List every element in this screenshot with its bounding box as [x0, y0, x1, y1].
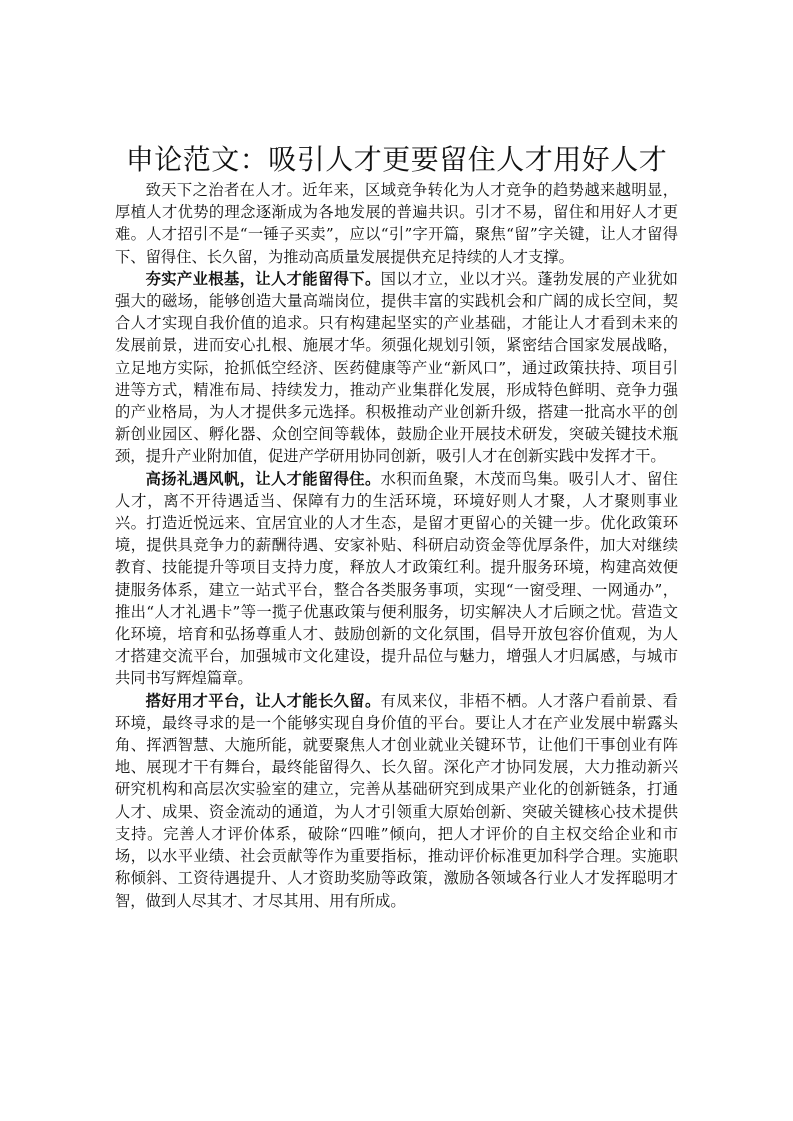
- section-body-3: 有凤来仪，非梧不栖。人才落户看前景、看环境，最终寻求的是一个能够实现自身价值的平台。要让人才在产业发展中崭露头角、挥洒智慧、大施所能，就要聚焦人才创业就业关键环节，让他们干事创业有阵地、展现才干有舞台，最终能留得久、长久留。深化产才协同发展，大力推动新兴研究机构和高层次实验室的建立，完善从基础研究到成果产业化的创新链条，打通人才、成果、资金流动的通道，为人才引领重大原始创新、突破关键核心技术提供支持。完善人才评价体系，破除“四唯”倾向，把人才评价的自主权交给企业和市场，以水平业绩、社会贡献等作为重要指标，推动评价标准更加科学合理。实施职称倾斜、工资待遇提升、人才资助奖励等政策，激励各领域各行业人才发挥聪明才智，做到人尽其才、才尽其用、用有所成。: [115, 691, 678, 910]
- section-paragraph-1: [115, 268, 678, 468]
- section-body-1: 国以才立，业以才兴。蓬勃发展的产业犹如强大的磁场，能够创造大量高端岗位，提供丰富的实践机会和广阔的成长空间，契合人才实现自我价值的追求。只有构建起坚实的产业基础，才能让人才看到未来的发展前景，进而安心扎根、施展才华。须强化规划引领，紧密结合国家发展战略，立足地方实际，抢抓低空经济、医药健康等产业“新风口”，通过政策扶持、项目引进等方式，精准布局、持续发力，推动产业集群化发展，形成特色鲜明、竞争力强的产业格局，为人才提供多元选择。积极推动产业创新升级，搭建一批高水平的创新创业园区、孵化器、众创空间等载体，鼓励企业开展技术研发，突破关键技术瓶颈，提升产业附加值，促进产学研用协同创新，吸引人才在创新实践中发挥才干。: [115, 269, 678, 466]
- intro-paragraph: 致天下之治者在人才。近年来，区域竞争转化为人才竞争的趋势越来越明显，厚植人才优势的理念逐渐成为各地发展的普遍共识。引才不易，留住和用好人才更难。人才招引不是“一锤子买卖”，应以“引”字开篇，聚焦“留”字关键，让人才留得下、留得住、长久留，为推动高质量发展提供充足持续的人才支撑。: [115, 181, 678, 266]
- section-body-2: 水积而鱼聚，木茂而鸟集。吸引人才、留住人才，离不开待遇适当、保障有力的生活环境，环境好则人才聚，人才聚则事业兴。打造近悦远来、宜居宜业的人才生态，是留才更留心的关键一步。优化政策环境，提供具竞争力的薪酬待遇、安家补贴、科研启动资金等优厚条件，加大对继续教育、技能提升等项目支持力度，释放人才政策红利。提升服务环境，构建高效便捷服务体系，建立一站式平台，整合各类服务事项，实现“一窗受理、一网通办”，推出“人才礼遇卡”等一揽子优惠政策与便利服务，切实解决人才后顾之忧。营造文化环境，培育和弘扬尊重人才、鼓励创新的文化氛围，倡导开放包容价值观，为人才搭建交流平台，加强城市文化建设，提升品位与魅力，增强人才归属感，与城市共同书写辉煌篇章。: [115, 469, 678, 688]
- section-paragraph-3: [115, 690, 678, 912]
- section-lead-1: 夯实产业根基，让人才能留得下。: [145, 269, 381, 288]
- section-lead-2: 高扬礼遇风帆，让人才能留得住。: [145, 469, 381, 488]
- section-lead-3: 搭好用才平台，让人才能长久留。: [145, 691, 381, 710]
- document-title: 申论范文：吸引人才更要留住人才用好人才: [125, 143, 668, 176]
- document-body: [115, 142, 678, 912]
- section-paragraph-2: [115, 468, 678, 690]
